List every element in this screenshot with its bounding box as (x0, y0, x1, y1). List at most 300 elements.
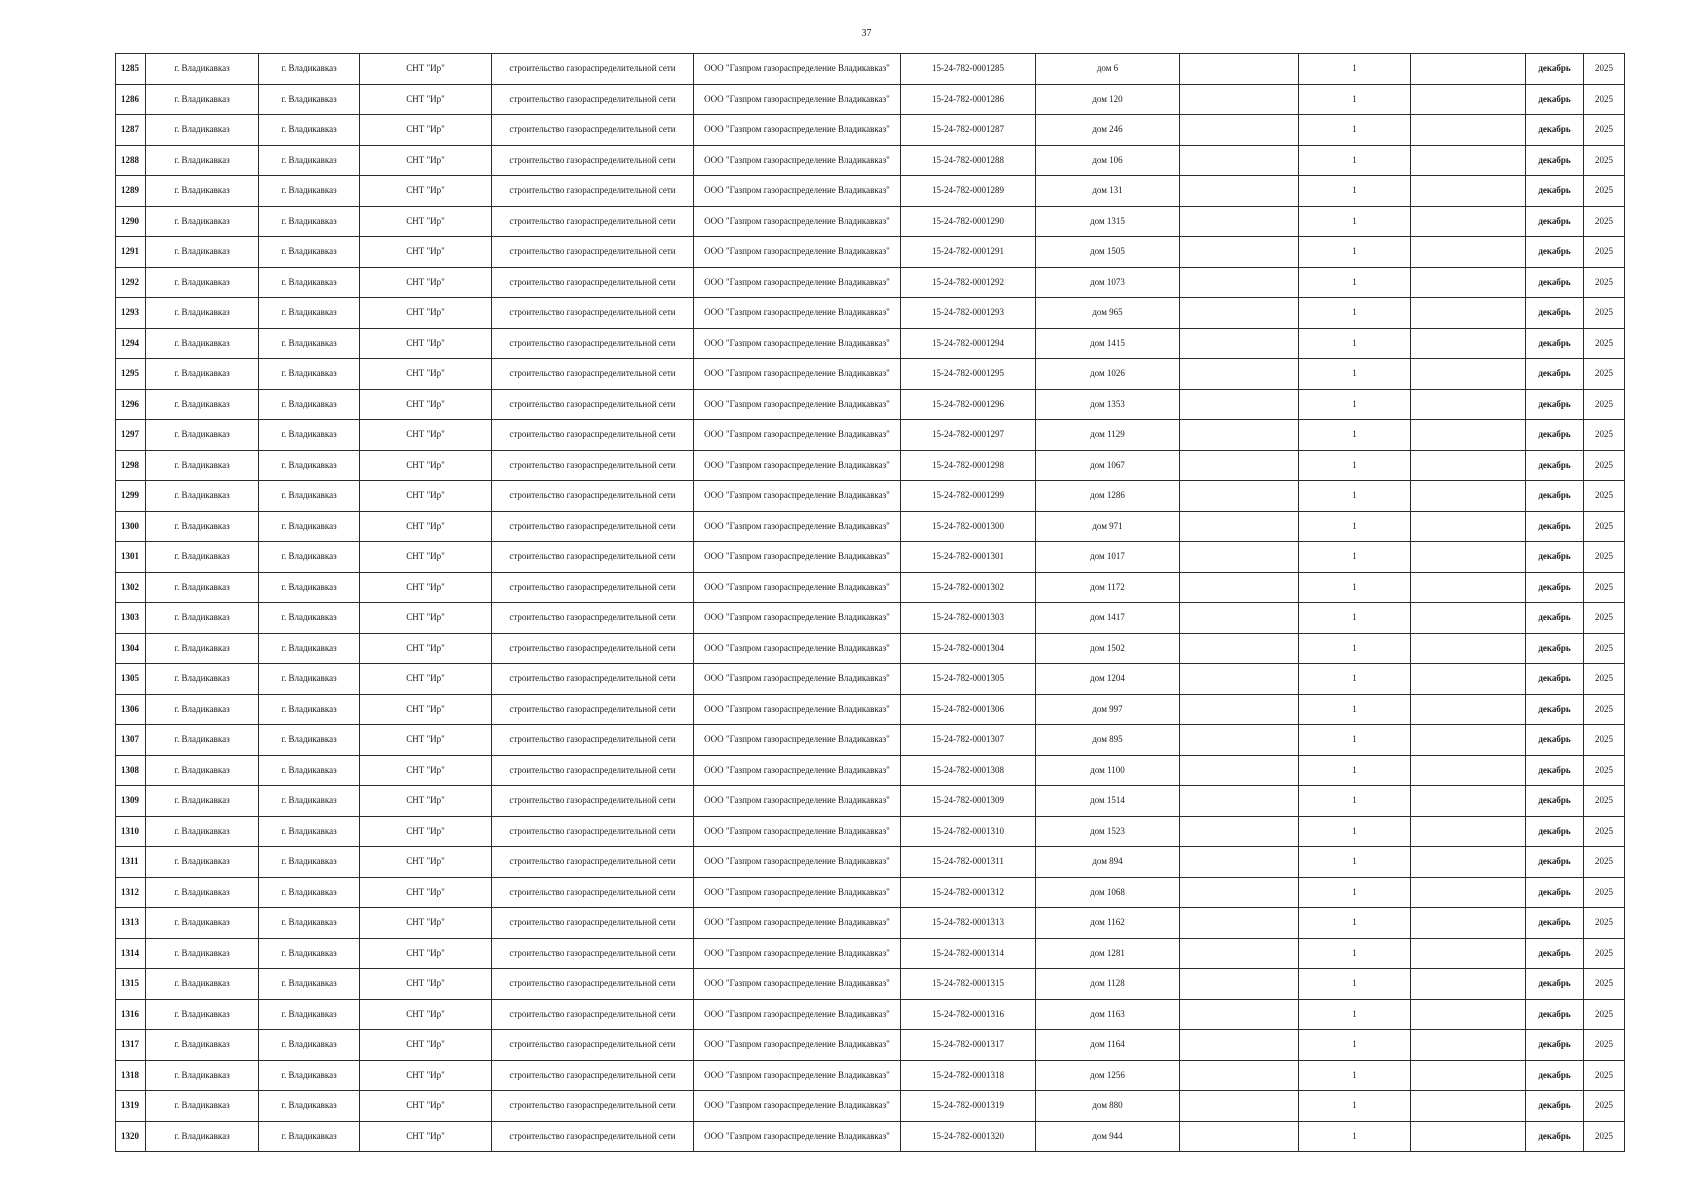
cell-year: 2025 (1584, 267, 1625, 298)
table-row (116, 1121, 1625, 1152)
cell-year: 2025 (1584, 481, 1625, 512)
cell-month: декабрь (1526, 999, 1584, 1030)
cell-count: 1 (1299, 298, 1411, 329)
cell-work: строительство газораспределительной сети (492, 145, 694, 176)
cell-year: 2025 (1584, 1121, 1625, 1152)
cell-work: строительство газораспределительной сети (492, 1121, 694, 1152)
cell-address: дом 1204 (1036, 664, 1180, 695)
cell-municipality: г. Владикавказ (146, 877, 259, 908)
cell-contractor: ООО "Газпром газораспределение Владикавказ" (694, 999, 901, 1030)
cell-empty (1411, 84, 1526, 115)
cell-object: СНТ "Ир" (360, 786, 492, 817)
cell-count: 1 (1299, 694, 1411, 725)
cell-work: строительство газораспределительной сети (492, 267, 694, 298)
cell-work: строительство газораспределительной сети (492, 572, 694, 603)
cell-empty (1180, 603, 1299, 634)
cell-address: дом 120 (1036, 84, 1180, 115)
cell-empty (1411, 1091, 1526, 1122)
cell-empty (1180, 298, 1299, 329)
cell-empty (1411, 664, 1526, 695)
cell-address: дом 894 (1036, 847, 1180, 878)
cell-empty (1180, 359, 1299, 390)
cell-count: 1 (1299, 847, 1411, 878)
table-row (116, 786, 1625, 817)
cell-settlement: г. Владикавказ (259, 694, 360, 725)
cell-code: 15-24-782-0001288 (901, 145, 1036, 176)
cell-work: строительство газораспределительной сети (492, 115, 694, 146)
cell-contractor: ООО "Газпром газораспределение Владикавказ" (694, 1121, 901, 1152)
cell-number: 1294 (116, 328, 146, 359)
cell-number: 1304 (116, 633, 146, 664)
cell-object: СНТ "Ир" (360, 1091, 492, 1122)
table-row (116, 664, 1625, 695)
cell-code: 15-24-782-0001302 (901, 572, 1036, 603)
cell-count: 1 (1299, 206, 1411, 237)
cell-address: дом 1514 (1036, 786, 1180, 817)
cell-object: СНТ "Ир" (360, 511, 492, 542)
cell-object: СНТ "Ир" (360, 298, 492, 329)
cell-contractor: ООО "Газпром газораспределение Владикавказ" (694, 572, 901, 603)
cell-code: 15-24-782-0001291 (901, 237, 1036, 268)
cell-code: 15-24-782-0001316 (901, 999, 1036, 1030)
cell-empty (1411, 511, 1526, 542)
cell-municipality: г. Владикавказ (146, 206, 259, 237)
table-row (116, 877, 1625, 908)
cell-settlement: г. Владикавказ (259, 1121, 360, 1152)
cell-work: строительство газораспределительной сети (492, 481, 694, 512)
cell-empty (1411, 237, 1526, 268)
cell-address: дом 1281 (1036, 938, 1180, 969)
table-row (116, 176, 1625, 207)
cell-count: 1 (1299, 908, 1411, 939)
table-row (116, 999, 1625, 1030)
cell-empty (1180, 84, 1299, 115)
cell-month: декабрь (1526, 359, 1584, 390)
cell-code: 15-24-782-0001300 (901, 511, 1036, 542)
cell-code: 15-24-782-0001286 (901, 84, 1036, 115)
cell-contractor: ООО "Газпром газораспределение Владикавказ" (694, 786, 901, 817)
cell-code: 15-24-782-0001303 (901, 603, 1036, 634)
cell-address: дом 1286 (1036, 481, 1180, 512)
cell-code: 15-24-782-0001289 (901, 176, 1036, 207)
cell-address: дом 895 (1036, 725, 1180, 756)
cell-year: 2025 (1584, 664, 1625, 695)
cell-address: дом 1017 (1036, 542, 1180, 573)
cell-contractor: ООО "Газпром газораспределение Владикавказ" (694, 755, 901, 786)
cell-number: 1299 (116, 481, 146, 512)
cell-number: 1298 (116, 450, 146, 481)
cell-year: 2025 (1584, 359, 1625, 390)
cell-number: 1287 (116, 115, 146, 146)
cell-year: 2025 (1584, 908, 1625, 939)
cell-empty (1180, 115, 1299, 146)
cell-object: СНТ "Ир" (360, 877, 492, 908)
cell-settlement: г. Владикавказ (259, 359, 360, 390)
cell-municipality: г. Владикавказ (146, 1091, 259, 1122)
cell-count: 1 (1299, 969, 1411, 1000)
cell-object: СНТ "Ир" (360, 999, 492, 1030)
cell-number: 1306 (116, 694, 146, 725)
cell-month: декабрь (1526, 206, 1584, 237)
cell-number: 1309 (116, 786, 146, 817)
cell-count: 1 (1299, 1121, 1411, 1152)
cell-address: дом 1505 (1036, 237, 1180, 268)
cell-empty (1180, 877, 1299, 908)
cell-address: дом 1523 (1036, 816, 1180, 847)
table-row (116, 420, 1625, 451)
cell-contractor: ООО "Газпром газораспределение Владикавказ" (694, 877, 901, 908)
cell-count: 1 (1299, 450, 1411, 481)
cell-code: 15-24-782-0001311 (901, 847, 1036, 878)
cell-month: декабрь (1526, 115, 1584, 146)
cell-empty (1180, 755, 1299, 786)
cell-code: 15-24-782-0001298 (901, 450, 1036, 481)
cell-municipality: г. Владикавказ (146, 237, 259, 268)
cell-work: строительство газораспределительной сети (492, 755, 694, 786)
cell-year: 2025 (1584, 237, 1625, 268)
cell-year: 2025 (1584, 145, 1625, 176)
cell-empty (1411, 450, 1526, 481)
cell-settlement: г. Владикавказ (259, 664, 360, 695)
table-row (116, 633, 1625, 664)
cell-work: строительство газораспределительной сети (492, 420, 694, 451)
cell-municipality: г. Владикавказ (146, 725, 259, 756)
cell-code: 15-24-782-0001287 (901, 115, 1036, 146)
cell-address: дом 997 (1036, 694, 1180, 725)
table-row (116, 1060, 1625, 1091)
cell-empty (1411, 999, 1526, 1030)
cell-number: 1311 (116, 847, 146, 878)
cell-municipality: г. Владикавказ (146, 999, 259, 1030)
cell-count: 1 (1299, 176, 1411, 207)
cell-empty (1180, 1060, 1299, 1091)
cell-contractor: ООО "Газпром газораспределение Владикавказ" (694, 298, 901, 329)
cell-month: декабрь (1526, 664, 1584, 695)
cell-empty (1411, 115, 1526, 146)
cell-work: строительство газораспределительной сети (492, 542, 694, 573)
table-row (116, 145, 1625, 176)
table-row (116, 694, 1625, 725)
cell-municipality: г. Владикавказ (146, 298, 259, 329)
cell-count: 1 (1299, 54, 1411, 85)
cell-year: 2025 (1584, 725, 1625, 756)
cell-empty (1411, 694, 1526, 725)
cell-year: 2025 (1584, 877, 1625, 908)
cell-work: строительство газораспределительной сети (492, 938, 694, 969)
cell-number: 1286 (116, 84, 146, 115)
cell-year: 2025 (1584, 816, 1625, 847)
cell-contractor: ООО "Газпром газораспределение Владикавказ" (694, 389, 901, 420)
cell-year: 2025 (1584, 694, 1625, 725)
cell-settlement: г. Владикавказ (259, 938, 360, 969)
cell-work: строительство газораспределительной сети (492, 694, 694, 725)
cell-settlement: г. Владикавказ (259, 877, 360, 908)
cell-settlement: г. Владикавказ (259, 206, 360, 237)
cell-code: 15-24-782-0001313 (901, 908, 1036, 939)
cell-address: дом 1067 (1036, 450, 1180, 481)
cell-number: 1288 (116, 145, 146, 176)
cell-empty (1180, 420, 1299, 451)
cell-address: дом 1415 (1036, 328, 1180, 359)
cell-number: 1313 (116, 908, 146, 939)
cell-work: строительство газораспределительной сети (492, 969, 694, 1000)
cell-month: декабрь (1526, 1060, 1584, 1091)
table-row (116, 603, 1625, 634)
cell-contractor: ООО "Газпром газораспределение Владикавказ" (694, 481, 901, 512)
cell-year: 2025 (1584, 786, 1625, 817)
table-row (116, 206, 1625, 237)
cell-empty (1180, 908, 1299, 939)
cell-object: СНТ "Ир" (360, 603, 492, 634)
cell-work: строительство газораспределительной сети (492, 1030, 694, 1061)
cell-count: 1 (1299, 1030, 1411, 1061)
cell-settlement: г. Владикавказ (259, 999, 360, 1030)
cell-contractor: ООО "Газпром газораспределение Владикавказ" (694, 450, 901, 481)
cell-number: 1295 (116, 359, 146, 390)
cell-address: дом 971 (1036, 511, 1180, 542)
cell-municipality: г. Владикавказ (146, 54, 259, 85)
cell-municipality: г. Владикавказ (146, 908, 259, 939)
cell-municipality: г. Владикавказ (146, 481, 259, 512)
cell-empty (1180, 847, 1299, 878)
cell-settlement: г. Владикавказ (259, 603, 360, 634)
cell-number: 1314 (116, 938, 146, 969)
cell-year: 2025 (1584, 420, 1625, 451)
cell-object: СНТ "Ир" (360, 206, 492, 237)
cell-object: СНТ "Ир" (360, 145, 492, 176)
cell-municipality: г. Владикавказ (146, 816, 259, 847)
page-number: 37 (861, 28, 872, 39)
cell-month: декабрь (1526, 328, 1584, 359)
cell-number: 1305 (116, 664, 146, 695)
cell-empty (1180, 786, 1299, 817)
cell-count: 1 (1299, 1091, 1411, 1122)
cell-object: СНТ "Ир" (360, 816, 492, 847)
cell-municipality: г. Владикавказ (146, 450, 259, 481)
cell-year: 2025 (1584, 603, 1625, 634)
cell-number: 1297 (116, 420, 146, 451)
cell-settlement: г. Владикавказ (259, 572, 360, 603)
cell-municipality: г. Владикавказ (146, 694, 259, 725)
cell-code: 15-24-782-0001301 (901, 542, 1036, 573)
cell-year: 2025 (1584, 1030, 1625, 1061)
cell-contractor: ООО "Газпром газораспределение Владикавказ" (694, 633, 901, 664)
cell-year: 2025 (1584, 206, 1625, 237)
cell-object: СНТ "Ир" (360, 755, 492, 786)
cell-settlement: г. Владикавказ (259, 908, 360, 939)
cell-number: 1300 (116, 511, 146, 542)
cell-month: декабрь (1526, 54, 1584, 85)
cell-number: 1319 (116, 1091, 146, 1122)
cell-object: СНТ "Ир" (360, 176, 492, 207)
cell-month: декабрь (1526, 176, 1584, 207)
cell-object: СНТ "Ир" (360, 572, 492, 603)
cell-code: 15-24-782-0001285 (901, 54, 1036, 85)
cell-empty (1180, 633, 1299, 664)
cell-empty (1411, 847, 1526, 878)
cell-year: 2025 (1584, 298, 1625, 329)
cell-empty (1180, 389, 1299, 420)
cell-empty (1411, 1060, 1526, 1091)
cell-settlement: г. Владикавказ (259, 847, 360, 878)
cell-work: строительство газораспределительной сети (492, 450, 694, 481)
cell-object: СНТ "Ир" (360, 420, 492, 451)
cell-empty (1180, 481, 1299, 512)
cell-object: СНТ "Ир" (360, 115, 492, 146)
cell-month: декабрь (1526, 511, 1584, 542)
cell-address: дом 1172 (1036, 572, 1180, 603)
cell-work: строительство газораспределительной сети (492, 206, 694, 237)
cell-municipality: г. Владикавказ (146, 542, 259, 573)
cell-year: 2025 (1584, 999, 1625, 1030)
cell-number: 1302 (116, 572, 146, 603)
cell-empty (1180, 328, 1299, 359)
cell-year: 2025 (1584, 847, 1625, 878)
cell-code: 15-24-782-0001305 (901, 664, 1036, 695)
cell-number: 1285 (116, 54, 146, 85)
table-row (116, 725, 1625, 756)
cell-year: 2025 (1584, 572, 1625, 603)
cell-settlement: г. Владикавказ (259, 115, 360, 146)
cell-count: 1 (1299, 633, 1411, 664)
cell-object: СНТ "Ир" (360, 847, 492, 878)
cell-number: 1315 (116, 969, 146, 1000)
cell-work: строительство газораспределительной сети (492, 603, 694, 634)
cell-contractor: ООО "Газпром газораспределение Владикавказ" (694, 115, 901, 146)
cell-municipality: г. Владикавказ (146, 755, 259, 786)
cell-empty (1180, 511, 1299, 542)
cell-empty (1180, 938, 1299, 969)
cell-municipality: г. Владикавказ (146, 359, 259, 390)
cell-contractor: ООО "Газпром газораспределение Владикавказ" (694, 84, 901, 115)
cell-object: СНТ "Ир" (360, 938, 492, 969)
cell-count: 1 (1299, 115, 1411, 146)
cell-month: декабрь (1526, 786, 1584, 817)
cell-code: 15-24-782-0001290 (901, 206, 1036, 237)
cell-month: декабрь (1526, 603, 1584, 634)
cell-empty (1411, 786, 1526, 817)
cell-empty (1411, 633, 1526, 664)
cell-code: 15-24-782-0001292 (901, 267, 1036, 298)
cell-settlement: г. Владикавказ (259, 176, 360, 207)
cell-month: декабрь (1526, 908, 1584, 939)
cell-municipality: г. Владикавказ (146, 1030, 259, 1061)
cell-empty (1411, 1121, 1526, 1152)
cell-work: строительство газораспределительной сети (492, 1091, 694, 1122)
cell-empty (1411, 1030, 1526, 1061)
cell-number: 1317 (116, 1030, 146, 1061)
cell-count: 1 (1299, 603, 1411, 634)
table-row (116, 481, 1625, 512)
cell-contractor: ООО "Газпром газораспределение Владикавказ" (694, 145, 901, 176)
cell-empty (1180, 999, 1299, 1030)
cell-settlement: г. Владикавказ (259, 145, 360, 176)
cell-empty (1411, 755, 1526, 786)
cell-count: 1 (1299, 420, 1411, 451)
cell-work: строительство газораспределительной сети (492, 237, 694, 268)
cell-empty (1411, 267, 1526, 298)
cell-settlement: г. Владикавказ (259, 420, 360, 451)
cell-count: 1 (1299, 877, 1411, 908)
table-row (116, 328, 1625, 359)
cell-address: дом 1163 (1036, 999, 1180, 1030)
cell-code: 15-24-782-0001315 (901, 969, 1036, 1000)
cell-empty (1411, 969, 1526, 1000)
cell-work: строительство газораспределительной сети (492, 786, 694, 817)
cell-empty (1411, 816, 1526, 847)
cell-settlement: г. Владикавказ (259, 267, 360, 298)
table-row (116, 267, 1625, 298)
cell-number: 1293 (116, 298, 146, 329)
cell-month: декабрь (1526, 1091, 1584, 1122)
cell-code: 15-24-782-0001295 (901, 359, 1036, 390)
cell-month: декабрь (1526, 816, 1584, 847)
cell-settlement: г. Владикавказ (259, 450, 360, 481)
cell-work: строительство газораспределительной сети (492, 816, 694, 847)
cell-empty (1411, 603, 1526, 634)
cell-settlement: г. Владикавказ (259, 725, 360, 756)
cell-municipality: г. Владикавказ (146, 969, 259, 1000)
cell-empty (1411, 938, 1526, 969)
cell-count: 1 (1299, 755, 1411, 786)
cell-address: дом 965 (1036, 298, 1180, 329)
cell-empty (1180, 267, 1299, 298)
cell-address: дом 944 (1036, 1121, 1180, 1152)
cell-municipality: г. Владикавказ (146, 1060, 259, 1091)
cell-code: 15-24-782-0001312 (901, 877, 1036, 908)
table-row (116, 542, 1625, 573)
cell-empty (1180, 450, 1299, 481)
cell-month: декабрь (1526, 725, 1584, 756)
cell-address: дом 1256 (1036, 1060, 1180, 1091)
cell-count: 1 (1299, 481, 1411, 512)
cell-object: СНТ "Ир" (360, 359, 492, 390)
cell-empty (1180, 176, 1299, 207)
cell-month: декабрь (1526, 481, 1584, 512)
cell-code: 15-24-782-0001320 (901, 1121, 1036, 1152)
cell-settlement: г. Владикавказ (259, 755, 360, 786)
cell-number: 1312 (116, 877, 146, 908)
cell-object: СНТ "Ир" (360, 54, 492, 85)
cell-work: строительство газораспределительной сети (492, 328, 694, 359)
cell-object: СНТ "Ир" (360, 481, 492, 512)
cell-code: 15-24-782-0001307 (901, 725, 1036, 756)
cell-year: 2025 (1584, 450, 1625, 481)
cell-count: 1 (1299, 664, 1411, 695)
cell-municipality: г. Владикавказ (146, 389, 259, 420)
cell-settlement: г. Владикавказ (259, 969, 360, 1000)
cell-address: дом 1502 (1036, 633, 1180, 664)
cell-code: 15-24-782-0001297 (901, 420, 1036, 451)
table-row (116, 54, 1625, 85)
cell-address: дом 131 (1036, 176, 1180, 207)
cell-year: 2025 (1584, 755, 1625, 786)
cell-month: декабрь (1526, 1121, 1584, 1152)
cell-work: строительство газораспределительной сети (492, 847, 694, 878)
cell-work: строительство газораспределительной сети (492, 877, 694, 908)
cell-empty (1180, 542, 1299, 573)
cell-settlement: г. Владикавказ (259, 816, 360, 847)
cell-contractor: ООО "Газпром газораспределение Владикавказ" (694, 1091, 901, 1122)
table-row (116, 969, 1625, 1000)
table-row (116, 938, 1625, 969)
cell-month: декабрь (1526, 633, 1584, 664)
table-row (116, 1030, 1625, 1061)
cell-count: 1 (1299, 84, 1411, 115)
cell-contractor: ООО "Газпром газораспределение Владикавказ" (694, 725, 901, 756)
cell-number: 1316 (116, 999, 146, 1030)
cell-municipality: г. Владикавказ (146, 938, 259, 969)
